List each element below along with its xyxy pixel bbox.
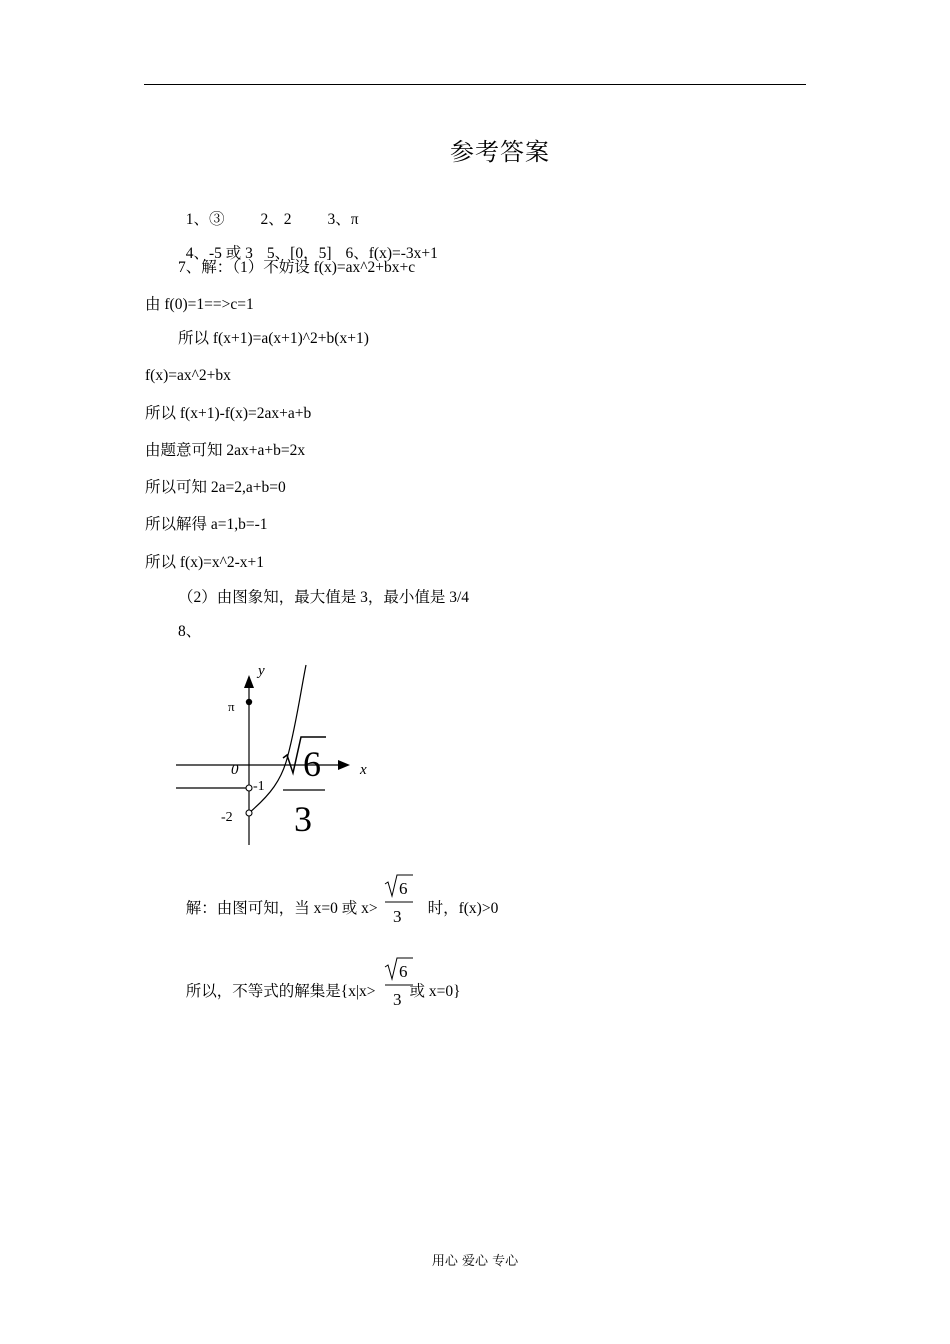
pi-point	[246, 699, 252, 705]
graph-fraction-denominator: 3	[294, 799, 312, 839]
sol8-line-2	[178, 962, 461, 1002]
sol8-fraction-1	[384, 872, 416, 928]
q7-intro: 7、解：（1）不妨设 f(x)=ax^2+bx+c	[178, 259, 416, 276]
q7-line-1: 由 f(0)=1==>c=1	[145, 296, 254, 313]
answer-1: 1、③	[185, 211, 225, 228]
minus-1-label: -1	[253, 779, 265, 794]
x-axis-label: x	[360, 762, 367, 778]
q7-line-5: 由题意可知 2ax+a+b=2x	[145, 442, 306, 459]
graph-fraction-numerator: 6	[303, 744, 321, 784]
q8-graph	[170, 655, 390, 845]
q7-line-7: 所以解得 a=1,b=-1	[145, 516, 268, 533]
sol8-line-1-post: 时，f(x)>0	[427, 900, 499, 917]
sol8-fraction-1-denominator: 3	[393, 907, 402, 926]
page-title: 参考答案	[450, 138, 550, 166]
origin-label: 0	[231, 762, 239, 778]
header-rule	[144, 84, 806, 85]
q7-line-3: f(x)=ax^2+bx	[145, 367, 231, 384]
sol8-line-1	[178, 879, 498, 919]
sol8-fraction-2	[384, 955, 416, 1011]
open-point-minus-1	[246, 785, 252, 791]
y-axis-label: y	[258, 663, 265, 679]
sol8-fraction-2-denominator: 3	[393, 990, 402, 1009]
q7-line-8: 所以 f(x)=x^2-x+1	[145, 554, 265, 571]
answer-6: 6、f(x)=-3x+1	[345, 245, 438, 262]
sol8-fraction-2-numerator: 6	[399, 962, 408, 981]
minus-2-label: -2	[221, 810, 233, 825]
open-point-minus-2	[246, 810, 252, 816]
answer-4: 4、-5 或 3	[185, 245, 253, 262]
sol8-line-2-pre: 所以，不等式的解集是{x|x>	[185, 983, 376, 1000]
page-footer: 用心 爱心 专心	[431, 1254, 519, 1269]
y-axis-arrow-icon	[244, 675, 254, 688]
answer-5: 5、[0，5]	[266, 245, 332, 262]
q7-line-6: 所以可知 2a=2,a+b=0	[145, 479, 286, 496]
sol8-line-2-post: 或 x=0}	[409, 983, 461, 1000]
x-axis-arrow-icon	[338, 760, 350, 770]
sol8-line-1-pre: 解：由图可知，当 x=0 或 x>	[185, 900, 378, 917]
q7-part-2: （2）由图象知，最大值是 3，最小值是 3/4	[178, 589, 470, 606]
pi-label: π	[228, 699, 235, 714]
sol8-fraction-1-numerator: 6	[399, 879, 408, 898]
answer-3: 3、π	[327, 211, 359, 228]
q7-line-4: 所以 f(x+1)-f(x)=2ax+a+b	[145, 405, 312, 422]
q8-label: 8、	[178, 623, 202, 640]
answer-2: 2、2	[260, 211, 292, 228]
q7-line-2: 所以 f(x+1)=a(x+1)^2+b(x+1)	[178, 330, 369, 347]
